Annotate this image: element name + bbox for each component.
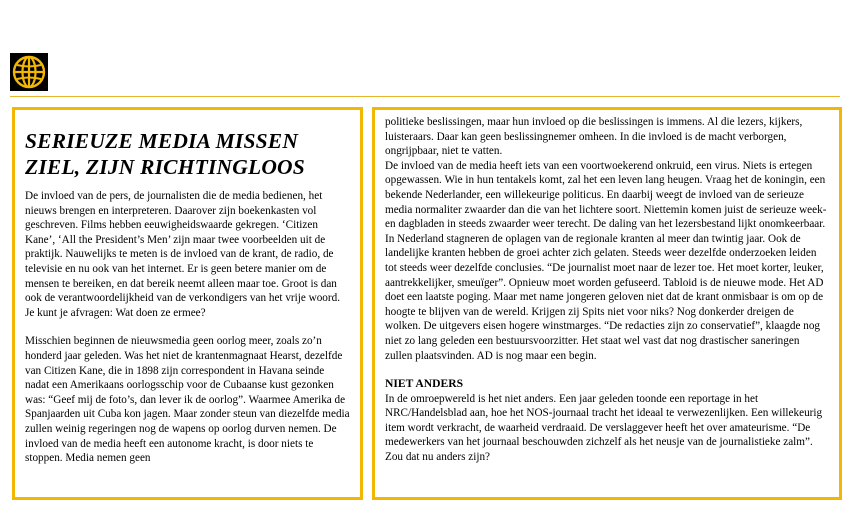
section-subheading: NIET ANDERS: [385, 377, 464, 391]
left-paragraph-1: De invloed van de pers, de journalisten die de media bedienen, het nieuws brengen en interpreteren. Daarover zijn boekenkasten vol geschreven. Films hebben eeuwigheidswaarde gekregen. ‘Citizen Kane’, ‘All the President’s Men’ zijn maar twee voorbeelden uit de praktijk. Nauwelijks te meten is de invloed van de krant, de radio, de televisie en nu ook van het internet. Er is geen betere manier om de mensen te bereiken, en dat bereik neemt alleen maar toe. Groot is dan ook de verantwoordelijkheid van de verkondigers van het vrije woord. Je kunt je afvragen: Wat doen ze ermee?: [25, 190, 341, 319]
paragraph-gap: [385, 363, 829, 377]
right-paragraph-2: De invloed van de media heeft iets van een voortwoekerend onkruid, een virus. Niets is ertegen opgewassen. Wie in hun tentakels komt, zal het een leven lang heugen. Vraag het de koningin, een bekende Nederlander, een willekeurige politicus. En daarbij weegt de invloed van de serieuze media normaliter zwaarder dan die van het lichtere soort. Niettemin komen juist de serieuze week- en dagbladen in steeds zwaarder weer terecht. De daling van het lezersbestand lijkt onomkeerbaar. In Nederland stagneren de oplagen van de regionale kranten al meer dan twintig jaar. Ook de landelijke kranten hebben de groei achter zich gelaten. Steeds weer dezelfde onderzoeken leiden tot steeds weer dezelfde conclusies. “De journalist moet naar de lezer toe. Het moet korter, leuker, aantrekkelijker, smeuïger”. Opnieuw moet worden gefuseerd. Tabloid is de nieuwe mode. Het AD doet een laatste poging. Maar met name jongeren geloven niet dat de krant onmisbaar is om op de hoogte te blijven van de wereld. Krijgen zij Spits niet voor niks? Nog donkerder dreigen de wolken. De uitgevers eisen hogere winstmarges. “De redacties zijn zo conservatief”, klaagde nog niet zo lang geleden een bestuursvoorzitter. Het staat wel vast dat nog drastischer saneringen zullen plaatsvinden. AD is nog maar een begin.: [385, 159, 827, 362]
header-divider: [10, 96, 840, 97]
right-paragraph-3: In de omroepwereld is het niet anders. Een jaar geleden toonde een reportage in het NRC/Handelsblad aan, hoe het NOS-journaal tracht het ideaal te verwezenlijken. Een willekeurig item wordt verkracht, de waarheid verdraaid. De verslaggever heeft het over amateurisme. “De medewerkers van het journaal beschouwden zichzelf als het neusje van de journalistieke zalm”. Zou dat nu anders zijn?: [385, 392, 823, 464]
paragraph-gap: [25, 320, 350, 334]
globe-logo: [10, 53, 48, 91]
article-title-line1: SERIEUZE MEDIA MISSEN: [25, 129, 299, 153]
article-title-line2: ZIEL, ZIJN RICHTINGLOOS: [25, 155, 305, 179]
article-column-left: [12, 107, 363, 500]
article-column-right: [372, 107, 842, 500]
article-title: [25, 128, 350, 180]
globe-icon: [12, 55, 46, 89]
right-paragraph-1: politieke beslissingen, maar hun invloed op die beslissingen is immens. Al die lezers, kijkers, luisteraars. Daar kan geen beslissingnemer omheen. In die invloed is de macht verborgen, ongrijpbaar, niet te vatten.: [385, 116, 803, 158]
left-paragraph-2: Misschien beginnen de nieuwsmedia geen oorlog meer, zoals zo’n honderd jaar geleden. Was het niet de krantenmagnaat Hearst, dezelfde van Citizen Kane, die in 1898 zijn correspondent in Havana seinde nadat een Amerikaans oorlogsschip voor de Cubaanse kust gezonken was: “Geef mij de foto’s, dan lever ik de oorlog”. Waarmee Amerika de Spanjaarden uit Cuba kon jagen. Maar zonder steun van diezelfde media zullen weinig regeringen nog de wapens op oorlog durven nemen. De invloed van de media heeft een autonome kracht, is door niets te stoppen. Media nemen geen: [25, 335, 350, 465]
